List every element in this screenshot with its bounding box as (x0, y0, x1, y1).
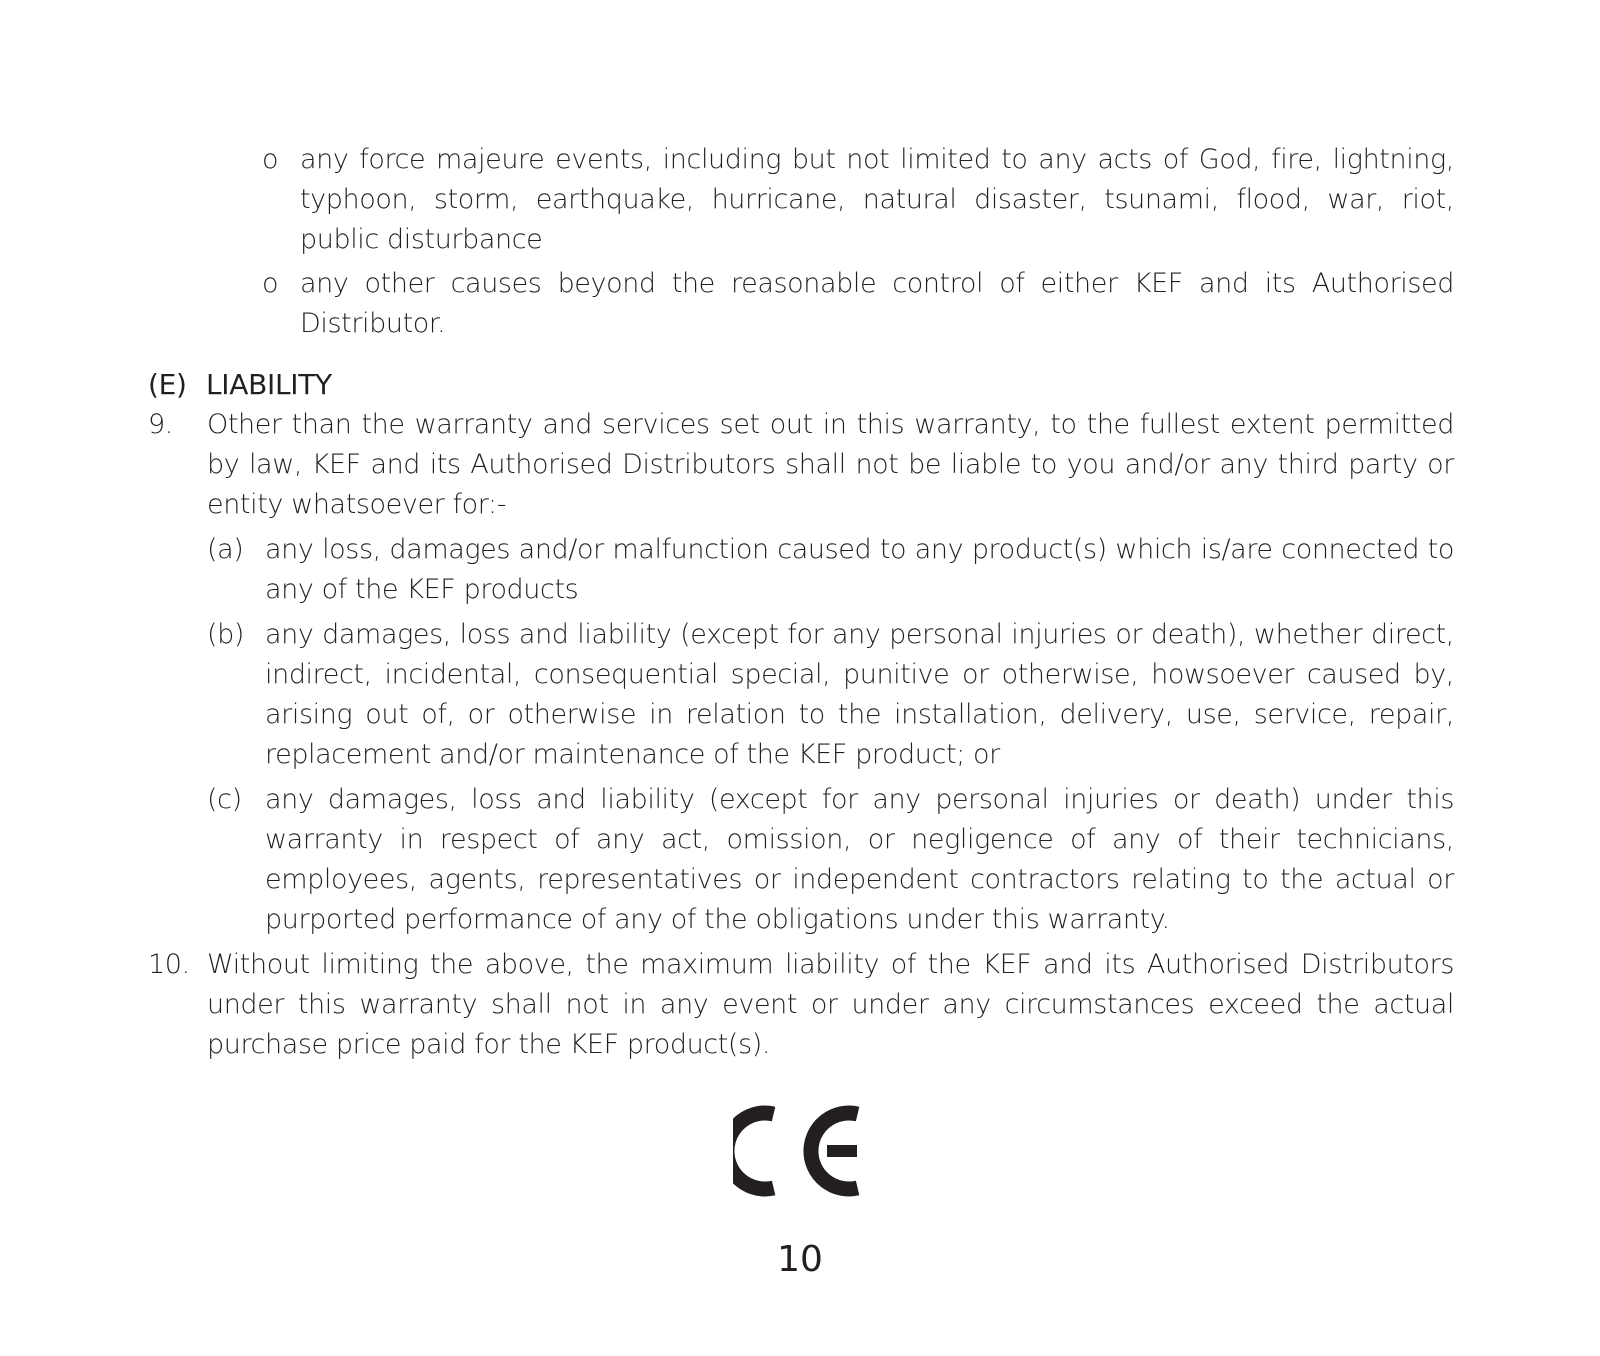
section-heading-liability (148, 365, 332, 405)
clause-9 (148, 405, 1454, 525)
clause-text: Other than the warranty and services set out in this warranty, to the fullest extent permitted by law, KEF and its Authorised Distributors shall not be liable to you and/or any third party or entity whatsoever for:- (207, 409, 1454, 520)
subclause-marker: (b) (207, 619, 245, 650)
bullet-item-other-causes (262, 264, 1454, 344)
bullet-text: any other causes beyond the reasonable control of either KEF and its Authorised Distributor. (300, 268, 1454, 339)
bullet-text: any force majeure events, including but not limited to any acts of God, fire, lightning, typhoon, storm, earthquake, hurricane, natural disaster, tsunami, flood, war, riot, public disturbance (300, 144, 1454, 255)
section-marker: (E) (148, 368, 187, 401)
section-title: LIABILITY (206, 368, 332, 401)
clause-number: 10. (148, 949, 190, 980)
bullet-item-force-majeure (262, 140, 1454, 260)
page-number: 10 (777, 1239, 823, 1280)
subclause-text: any damages, loss and liability (except for any personal injuries or death), whether direct, indirect, incidental, consequential special, punitive or otherwise, howsoever caused by, arising out of, or otherwise in relation to the installation, delivery, use, service, repair, replacement and/or maintenance of the KEF product; or (265, 619, 1454, 770)
subclause-a (207, 530, 1454, 610)
subclause-b (207, 615, 1454, 775)
subclause-text: any damages, loss and liability (except for any personal injuries or death) under this warranty in respect of any act, omission, or negligence of any of their technicians, employees, agents, representatives or independent contractors relating to the actual or purported performance of any of the obligations under this warranty. (265, 784, 1454, 935)
clause-text: Without limiting the above, the maximum liability of the KEF and its Authorised Distributors under this warranty shall not in any event or under any circumstances exceed the actual purchase price paid for the KEF product(s). (207, 949, 1454, 1060)
subclause-marker: (a) (207, 534, 244, 565)
subclause-c (207, 780, 1454, 940)
clause-number: 9. (148, 409, 173, 440)
subclause-marker: (c) (207, 784, 242, 815)
bullet-marker: o (262, 268, 279, 299)
subclause-text: any loss, damages and/or malfunction caused to any product(s) which is/are connected to any of the KEF products (265, 534, 1454, 605)
bullet-marker: o (262, 144, 279, 175)
ce-mark-icon (733, 1104, 869, 1198)
clause-10 (148, 945, 1454, 1065)
